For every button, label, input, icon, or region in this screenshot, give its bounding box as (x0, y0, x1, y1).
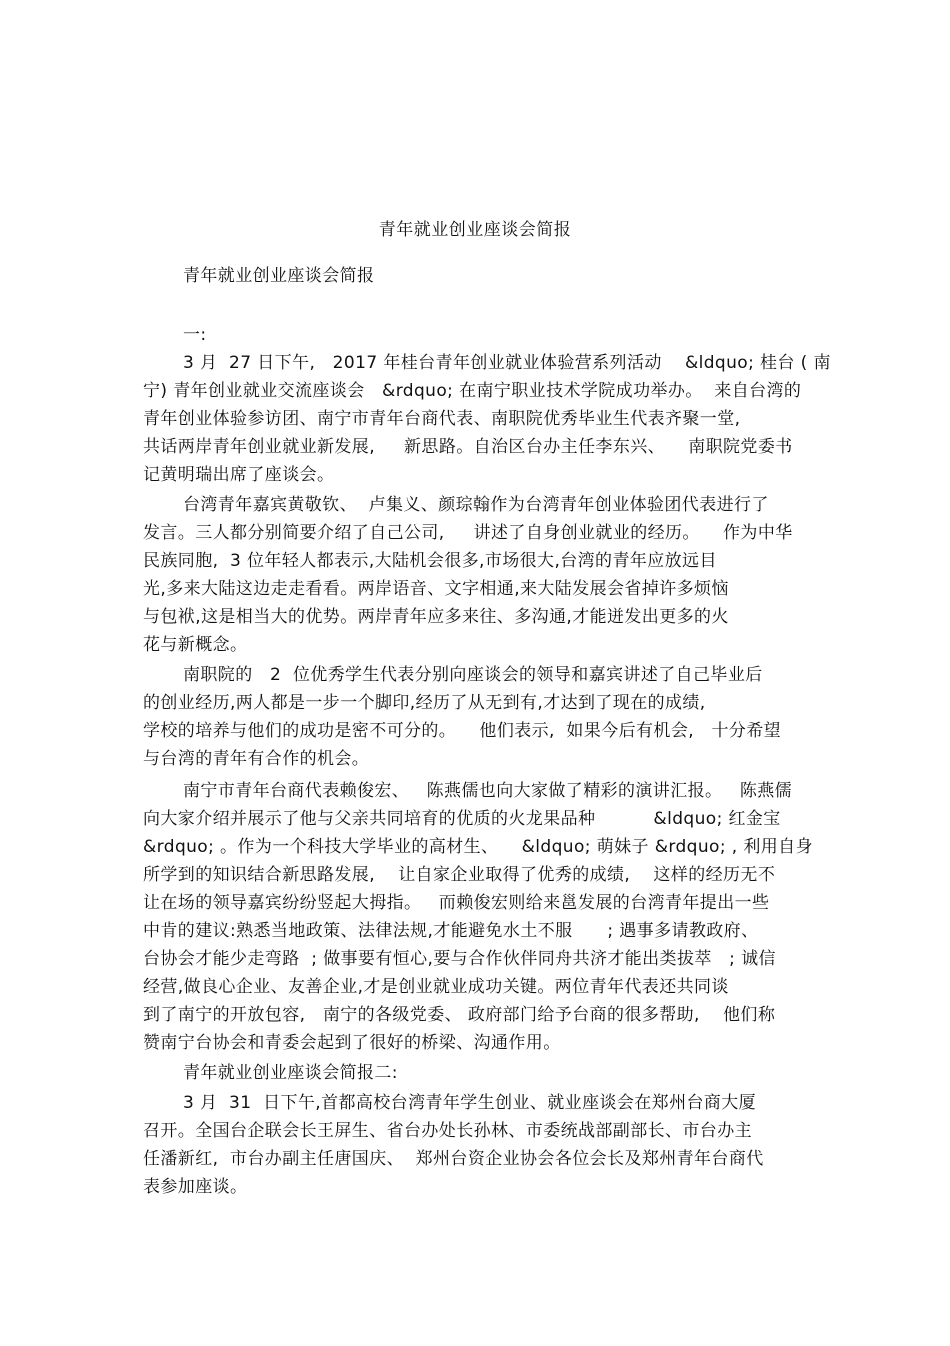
text-line: 3 月 27 日下午, 2017 年桂台青年创业就业体验营系列活动 &ldquo; 桂台 ( 南 (183, 353, 831, 373)
text-line: 台协会才能少走弯路 ; 做事要有恒心,要与合作伙伴同舟共济才能出类拔萃 ; 诚信 (143, 949, 776, 969)
section-label-one: 一: (183, 325, 207, 345)
text-line: 共话两岸青年创业就业新发展, 新思路。自治区台办主任李东兴、 南职院党委书 (143, 437, 793, 457)
text-line: 南职院的 2 位优秀学生代表分别向座谈会的领导和嘉宾讲述了自己毕业后 (183, 665, 763, 685)
text-line: 中肯的建议:熟悉当地政策、法律法规,才能避免水土不服 ; 遇事多请教政府、 (143, 921, 759, 941)
document-title: 青年就业创业座谈会简报 (378, 220, 572, 240)
text-line: 南宁市青年台商代表赖俊宏、 陈燕儒也向大家做了精彩的演讲汇报。 陈燕儒 (183, 781, 793, 801)
text-line: 学校的培养与他们的成功是密不可分的。 他们表示, 如果今后有机会, 十分希望 (143, 721, 782, 741)
text-line: 记黄明瑞出席了座谈会。 (143, 465, 335, 485)
text-line: 让在场的领导嘉宾纷纷竖起大拇指。 而赖俊宏则给来邕发展的台湾青年提出一些 (143, 893, 770, 913)
text-line: 与台湾的青年有合作的机会。 (143, 749, 370, 769)
text-line: 的创业经历,两人都是一步一个脚印,经历了从无到有,才达到了现在的成绩, (143, 693, 706, 713)
text-line: 赞南宁台协会和青委会起到了很好的桥梁、沟通作用。 (143, 1033, 561, 1053)
text-line: 3 月 31 日下午,首都高校台湾青年学生创业、就业座谈会在郑州台商大厦 (183, 1093, 757, 1113)
text-line: 向大家介绍并展示了他与父亲共同培育的优质的火龙果品种 &ldquo; 红金宝 (143, 809, 781, 829)
text-line: 与包袱,这是相当大的优势。两岸青年应多来往、多沟通,才能迸发出更多的火 (143, 607, 729, 627)
text-line: 发言。三人都分别简要介绍了自己公司, 讲述了自身创业就业的经历。 作为中华 (143, 523, 793, 543)
section-heading-two: 青年就业创业座谈会简报二: (183, 1063, 398, 1083)
text-line: 表参加座谈。 (143, 1177, 248, 1197)
text-line: 民族同胞, 3 位年轻人都表示,大陆机会很多,市场很大,台湾的青年应放远目 (143, 551, 717, 571)
text-line: 经营,做良心企业、友善企业,才是创业就业成功关键。两位青年代表还共同谈 (143, 977, 729, 997)
text-line: &rdquo; 。作为一个科技大学毕业的高材生、 &ldquo; 萌妹子 &rdquo; , 利用自身 (143, 837, 813, 857)
subtitle-line: 青年就业创业座谈会简报 (183, 266, 375, 286)
text-line: 台湾青年嘉宾黄敬钦、 卢集义、颜琮翰作为台湾青年创业体验团代表进行了 (183, 495, 769, 515)
text-line: 召开。全国台企联会长王屏生、省台办处长孙林、市委统战部副部长、市台办主 (143, 1121, 752, 1141)
text-line: 青年创业体验参访团、南宁市青年台商代表、南职院优秀毕业生代表齐聚一堂, (143, 409, 741, 429)
text-line: 到了南宁的开放包容, 南宁的各级党委、 政府部门给予台商的很多帮助, 他们称 (143, 1005, 776, 1025)
text-line: 宁) 青年创业就业交流座谈会 &rdquo; 在南宁职业技术学院成功举办。 来自台湾的 (143, 381, 802, 401)
text-line: 任潘新红, 市台办副主任唐国庆、 郑州台资企业协会各位会长及郑州青年台商代 (143, 1149, 764, 1169)
text-line: 光,多来大陆这边走走看看。两岸语音、文字相通,来大陆发展会省掉许多烦恼 (143, 579, 729, 599)
text-line: 花与新概念。 (143, 635, 248, 655)
text-line: 所学到的知识结合新思路发展, 让自家企业取得了优秀的成绩, 这样的经历无不 (143, 865, 776, 885)
